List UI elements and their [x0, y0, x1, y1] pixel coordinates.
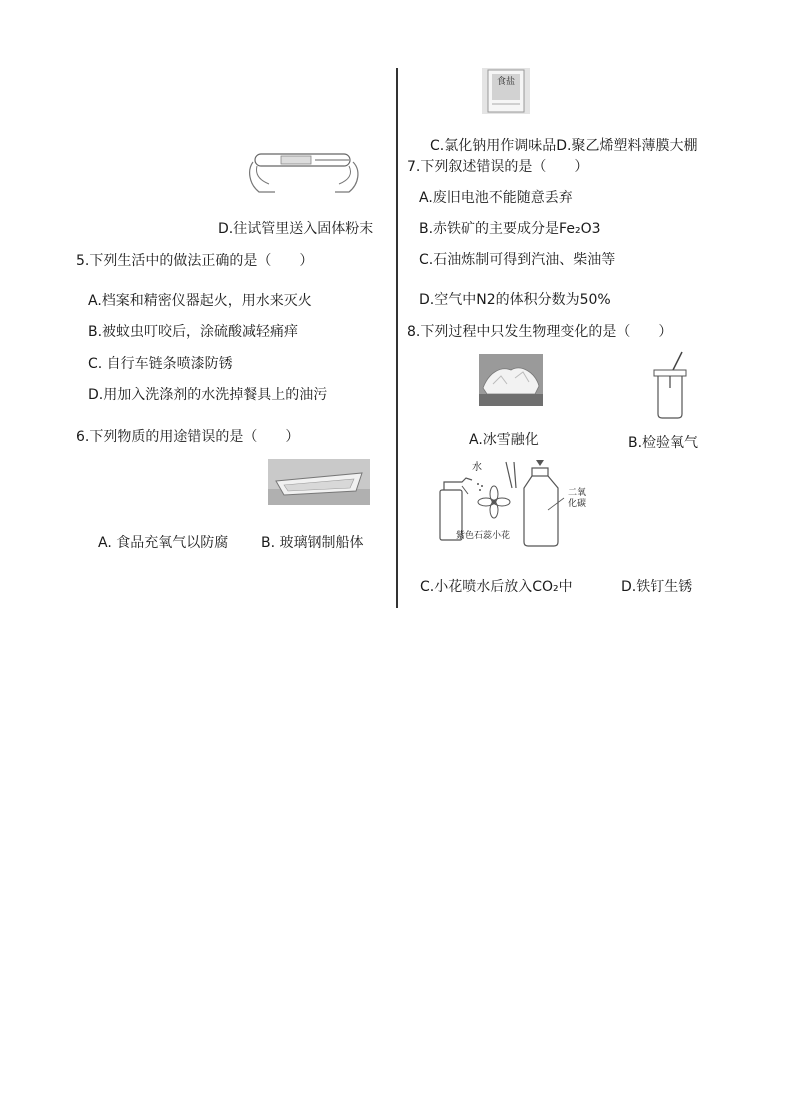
q6-stem: 6.下列物质的用途错误的是（ ） [76, 429, 300, 445]
q5-stem: 5.下列生活中的做法正确的是（ ） [76, 253, 314, 269]
test-tube-hands-illustration [245, 140, 365, 200]
flower-label: 紫色石蕊小花 [456, 531, 511, 541]
salt-bag-label: 食盐 [497, 77, 516, 87]
q8-option-b: B.检验氧气 [628, 435, 699, 451]
q6-options-cd: C.氯化钠用作调味品D.聚乙烯塑料薄膜大棚 [430, 138, 698, 154]
q8-stem: 8.下列过程中只发生物理变化的是（ ） [407, 324, 673, 340]
q8-option-d: D.铁钉生锈 [621, 579, 693, 595]
column-divider [396, 68, 398, 608]
ice-melting-photo [479, 354, 543, 406]
q5-option-a: A.档案和精密仪器起火，用水来灭火 [88, 293, 312, 309]
q8-option-c: C.小花喷水后放入CO₂中 [420, 579, 573, 595]
gas-bottle-icon [652, 350, 694, 420]
q7-option-d: D.空气中N2的体积分数为50% [419, 292, 611, 308]
q5-option-d: D.用加入洗涤剂的水洗掉餐具上的油污 [88, 387, 328, 403]
q8-option-a: A.冰雪融化 [469, 432, 539, 448]
q6-option-a: A. 食品充氧气以防腐 [98, 535, 229, 551]
water-label: 水 [472, 462, 482, 473]
oxygen-test-figure [652, 350, 694, 420]
q5-option-c: C. 自行车链条喷漆防锈 [88, 356, 233, 372]
q5-option-b: B.被蚊虫叮咬后，涂硫酸减轻痛痒 [88, 324, 299, 340]
co2-label: 二氧化碳 [567, 488, 586, 509]
test-tube-powder-figure [245, 140, 365, 200]
salt-bag-photo [482, 68, 530, 114]
boat-photo [268, 459, 370, 505]
flower-co2-figure [432, 458, 592, 550]
q7-option-c: C.石油炼制可得到汽油、柴油等 [419, 252, 616, 268]
q6-option-b: B. 玻璃钢制船体 [261, 535, 364, 551]
q7-option-b: B.赤铁矿的主要成分是Fe₂O3 [419, 221, 601, 237]
boat-icon [268, 459, 370, 505]
q7-option-a: A.废旧电池不能随意丢弃 [419, 190, 573, 206]
q4-option-d: D.往试管里送入固体粉末 [218, 221, 374, 237]
salt-bag-icon [482, 68, 530, 114]
q7-stem: 7.下列叙述错误的是（ ） [407, 159, 589, 175]
ice-icon [479, 354, 543, 406]
